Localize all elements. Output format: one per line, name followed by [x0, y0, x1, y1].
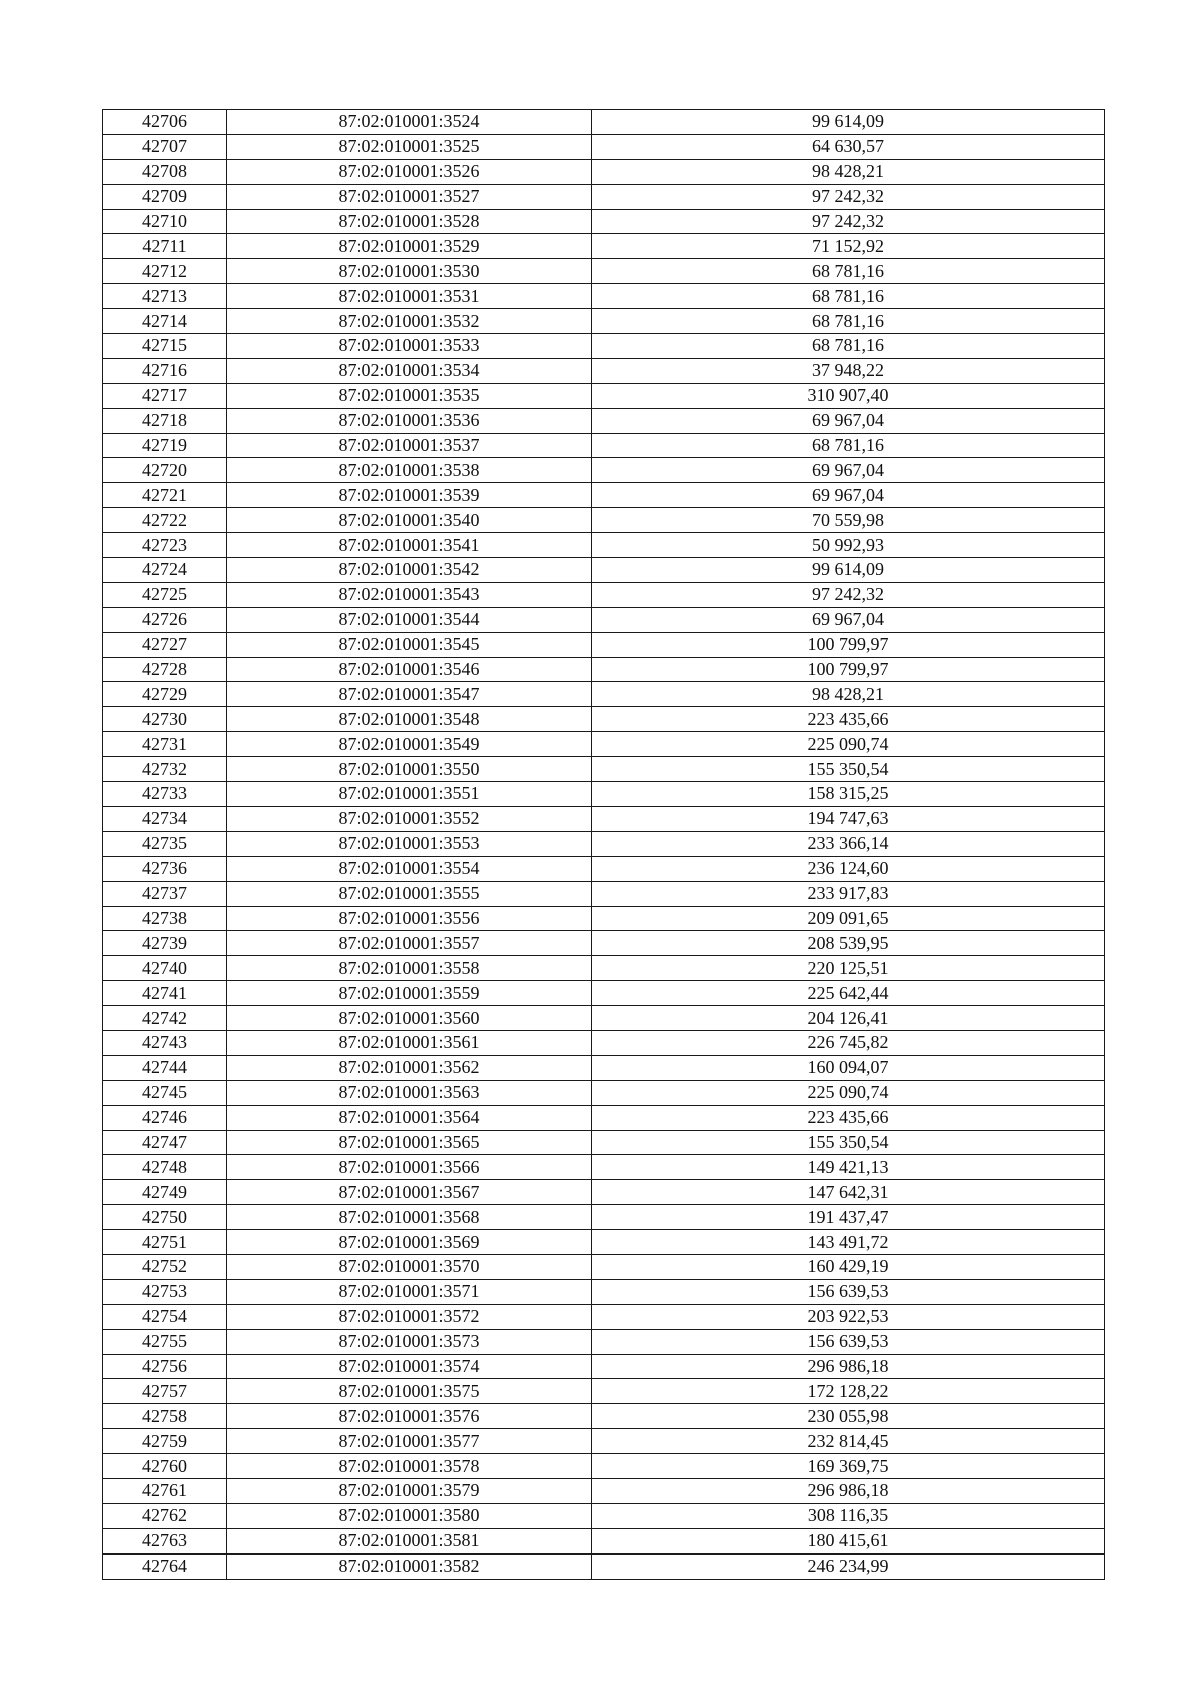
cadastral-value-cell: 296 986,18: [592, 1478, 1105, 1503]
row-number-cell: 42725: [103, 582, 227, 607]
cadastral-value-cell: 69 967,04: [592, 408, 1105, 433]
table-row: [103, 433, 1105, 458]
table-row: [103, 657, 1105, 682]
table-row: [103, 1130, 1105, 1155]
table-row: [103, 1030, 1105, 1055]
row-number-cell: 42728: [103, 657, 227, 682]
table-row: [103, 1379, 1105, 1404]
cadastral-number-cell: 87:02:010001:3543: [227, 582, 592, 607]
row-number-cell: 42736: [103, 856, 227, 881]
table-row: [103, 134, 1105, 159]
row-number-cell: 42726: [103, 607, 227, 632]
cadastral-value-cell: 225 090,74: [592, 1080, 1105, 1105]
row-number-cell: 42707: [103, 134, 227, 159]
cadastral-number-cell: 87:02:010001:3555: [227, 881, 592, 906]
row-number-cell: 42716: [103, 358, 227, 383]
row-number-cell: 42709: [103, 184, 227, 209]
table-row: [103, 408, 1105, 433]
table-row: [103, 508, 1105, 533]
cadastral-value-cell: 220 125,51: [592, 956, 1105, 981]
row-number-cell: 42746: [103, 1105, 227, 1130]
row-number-cell: 42706: [103, 110, 227, 135]
table-row: [103, 383, 1105, 408]
table-row: [103, 732, 1105, 757]
cadastral-number-cell: 87:02:010001:3560: [227, 1006, 592, 1031]
cadastral-value-cell: 50 992,93: [592, 533, 1105, 558]
cadastral-number-cell: 87:02:010001:3552: [227, 806, 592, 831]
row-number-cell: 42713: [103, 284, 227, 309]
row-number-cell: 42756: [103, 1354, 227, 1379]
table-row: [103, 334, 1105, 359]
cadastral-number-cell: 87:02:010001:3534: [227, 358, 592, 383]
row-number-cell: 42737: [103, 881, 227, 906]
cadastral-value-cell: 156 639,53: [592, 1279, 1105, 1304]
row-number-cell: 42717: [103, 383, 227, 408]
row-number-cell: 42753: [103, 1279, 227, 1304]
cadastral-value-cell: 223 435,66: [592, 1105, 1105, 1130]
row-number-cell: 42723: [103, 533, 227, 558]
table-row: [103, 1503, 1105, 1528]
table-row: [103, 956, 1105, 981]
cadastral-number-cell: 87:02:010001:3563: [227, 1080, 592, 1105]
row-number-cell: 42751: [103, 1230, 227, 1255]
cadastral-value-cell: 98 428,21: [592, 682, 1105, 707]
table-row: [103, 1304, 1105, 1329]
cadastral-number-cell: 87:02:010001:3538: [227, 458, 592, 483]
cadastral-value-cell: 208 539,95: [592, 931, 1105, 956]
cadastral-value-cell: 225 642,44: [592, 981, 1105, 1006]
cadastral-value-cell: 233 366,14: [592, 831, 1105, 856]
table-row: [103, 931, 1105, 956]
table-row: [103, 682, 1105, 707]
cadastral-value-cell: 223 435,66: [592, 707, 1105, 732]
row-number-cell: 42720: [103, 458, 227, 483]
cadastral-value-cell: 225 090,74: [592, 732, 1105, 757]
cadastral-number-cell: 87:02:010001:3566: [227, 1155, 592, 1180]
cadastral-number-cell: 87:02:010001:3537: [227, 433, 592, 458]
cadastral-value-cell: 158 315,25: [592, 782, 1105, 807]
cadastral-value-cell: 68 781,16: [592, 309, 1105, 334]
row-number-cell: 42742: [103, 1006, 227, 1031]
table-row: [103, 483, 1105, 508]
cadastral-value-cell: 97 242,32: [592, 209, 1105, 234]
row-number-cell: 42747: [103, 1130, 227, 1155]
table-row: [103, 981, 1105, 1006]
table-row: [103, 1055, 1105, 1080]
cadastral-value-cell: 147 642,31: [592, 1180, 1105, 1205]
table-row: [103, 1429, 1105, 1454]
cadastral-number-cell: 87:02:010001:3542: [227, 558, 592, 583]
table-row: [103, 632, 1105, 657]
cadastral-number-cell: 87:02:010001:3565: [227, 1130, 592, 1155]
cadastral-value-cell: 97 242,32: [592, 582, 1105, 607]
cadastral-number-cell: 87:02:010001:3564: [227, 1105, 592, 1130]
cadastral-value-cell: 226 745,82: [592, 1030, 1105, 1055]
row-number-cell: 42735: [103, 831, 227, 856]
table-row: [103, 1205, 1105, 1230]
row-number-cell: 42750: [103, 1205, 227, 1230]
table-row: [103, 806, 1105, 831]
cadastral-value-cell: 160 094,07: [592, 1055, 1105, 1080]
row-number-cell: 42763: [103, 1528, 227, 1553]
row-number-cell: 42754: [103, 1304, 227, 1329]
row-number-cell: 42715: [103, 334, 227, 359]
cadastral-value-cell: 233 917,83: [592, 881, 1105, 906]
row-number-cell: 42758: [103, 1404, 227, 1429]
table-row: [103, 309, 1105, 334]
table-row: [103, 582, 1105, 607]
row-number-cell: 42761: [103, 1478, 227, 1503]
row-number-cell: 42729: [103, 682, 227, 707]
table-row: [103, 1080, 1105, 1105]
row-number-cell: 42708: [103, 159, 227, 184]
table-body: [103, 110, 1105, 1580]
cadastral-number-cell: 87:02:010001:3535: [227, 383, 592, 408]
cadastral-number-cell: 87:02:010001:3582: [227, 1554, 592, 1579]
table-row: [103, 1254, 1105, 1279]
row-number-cell: 42731: [103, 732, 227, 757]
table-row: [103, 110, 1105, 135]
cadastral-value-cell: 68 781,16: [592, 259, 1105, 284]
row-number-cell: 42710: [103, 209, 227, 234]
row-number-cell: 42732: [103, 757, 227, 782]
table-row: [103, 757, 1105, 782]
cadastral-number-cell: 87:02:010001:3536: [227, 408, 592, 433]
cadastral-value-cell: 203 922,53: [592, 1304, 1105, 1329]
table-row: [103, 209, 1105, 234]
cadastral-value-cell: 37 948,22: [592, 358, 1105, 383]
table-row: [103, 782, 1105, 807]
row-number-cell: 42752: [103, 1254, 227, 1279]
cadastral-value-cell: 68 781,16: [592, 284, 1105, 309]
cadastral-value-cell: 204 126,41: [592, 1006, 1105, 1031]
cadastral-number-cell: 87:02:010001:3570: [227, 1254, 592, 1279]
cadastral-number-cell: 87:02:010001:3547: [227, 682, 592, 707]
cadastral-number-cell: 87:02:010001:3580: [227, 1503, 592, 1528]
cadastral-number-cell: 87:02:010001:3581: [227, 1528, 592, 1553]
cadastral-number-cell: 87:02:010001:3562: [227, 1055, 592, 1080]
cadastral-value-cell: 236 124,60: [592, 856, 1105, 881]
cadastral-value-cell: 246 234,99: [592, 1554, 1105, 1579]
cadastral-value-cell: 149 421,13: [592, 1155, 1105, 1180]
table-row: [103, 1478, 1105, 1503]
cadastral-number-cell: 87:02:010001:3559: [227, 981, 592, 1006]
cadastral-value-cell: 97 242,32: [592, 184, 1105, 209]
cadastral-value-cell: 232 814,45: [592, 1429, 1105, 1454]
cadastral-number-cell: 87:02:010001:3577: [227, 1429, 592, 1454]
cadastral-number-cell: 87:02:010001:3525: [227, 134, 592, 159]
table-row: [103, 707, 1105, 732]
cadastral-value-cell: 68 781,16: [592, 433, 1105, 458]
table-row: [103, 1105, 1105, 1130]
cadastral-number-cell: 87:02:010001:3556: [227, 906, 592, 931]
table-row: [103, 831, 1105, 856]
cadastral-value-cell: 100 799,97: [592, 632, 1105, 657]
cadastral-number-cell: 87:02:010001:3532: [227, 309, 592, 334]
cadastral-value-cell: 69 967,04: [592, 483, 1105, 508]
cadastral-value-cell: 160 429,19: [592, 1254, 1105, 1279]
table-row: [103, 856, 1105, 881]
cadastral-number-cell: 87:02:010001:3529: [227, 234, 592, 259]
table-row: [103, 1006, 1105, 1031]
cadastral-value-cell: 180 415,61: [592, 1528, 1105, 1553]
row-number-cell: 42724: [103, 558, 227, 583]
cadastral-value-cell: 155 350,54: [592, 1130, 1105, 1155]
table-row: [103, 1528, 1105, 1553]
row-number-cell: 42764: [103, 1554, 227, 1579]
row-number-cell: 42755: [103, 1329, 227, 1354]
row-number-cell: 42760: [103, 1454, 227, 1479]
cadastral-number-cell: 87:02:010001:3540: [227, 508, 592, 533]
cadastral-number-cell: 87:02:010001:3578: [227, 1454, 592, 1479]
cadastral-number-cell: 87:02:010001:3553: [227, 831, 592, 856]
row-number-cell: 42711: [103, 234, 227, 259]
cadastral-number-cell: 87:02:010001:3569: [227, 1230, 592, 1255]
cadastral-number-cell: 87:02:010001:3554: [227, 856, 592, 881]
row-number-cell: 42748: [103, 1155, 227, 1180]
row-number-cell: 42744: [103, 1055, 227, 1080]
row-number-cell: 42714: [103, 309, 227, 334]
row-number-cell: 42740: [103, 956, 227, 981]
table-row: [103, 881, 1105, 906]
cadastral-number-cell: 87:02:010001:3558: [227, 956, 592, 981]
cadastral-number-cell: 87:02:010001:3551: [227, 782, 592, 807]
cadastral-value-cell: 296 986,18: [592, 1354, 1105, 1379]
cadastral-value-cell: 209 091,65: [592, 906, 1105, 931]
table-row: [103, 259, 1105, 284]
row-number-cell: 42721: [103, 483, 227, 508]
table-row: [103, 1230, 1105, 1255]
cadastral-number-cell: 87:02:010001:3573: [227, 1329, 592, 1354]
cadastral-number-cell: 87:02:010001:3574: [227, 1354, 592, 1379]
cadastral-value-cell: 194 747,63: [592, 806, 1105, 831]
table-row: [103, 1354, 1105, 1379]
cadastral-number-cell: 87:02:010001:3527: [227, 184, 592, 209]
row-number-cell: 42757: [103, 1379, 227, 1404]
cadastral-number-cell: 87:02:010001:3524: [227, 110, 592, 135]
row-number-cell: 42712: [103, 259, 227, 284]
cadastral-number-cell: 87:02:010001:3533: [227, 334, 592, 359]
cadastral-value-cell: 99 614,09: [592, 558, 1105, 583]
table-row: [103, 1155, 1105, 1180]
table-row: [103, 906, 1105, 931]
cadastral-number-cell: 87:02:010001:3539: [227, 483, 592, 508]
cadastral-value-cell: 310 907,40: [592, 383, 1105, 408]
cadastral-value-cell: 98 428,21: [592, 159, 1105, 184]
table-row: [103, 558, 1105, 583]
cadastral-number-cell: 87:02:010001:3545: [227, 632, 592, 657]
table-row: [103, 1279, 1105, 1304]
row-number-cell: 42743: [103, 1030, 227, 1055]
cadastral-number-cell: 87:02:010001:3557: [227, 931, 592, 956]
cadastral-value-cell: 172 128,22: [592, 1379, 1105, 1404]
cadastral-value-cell: 71 152,92: [592, 234, 1105, 259]
cadastral-value-cell: 308 116,35: [592, 1503, 1105, 1528]
table-row: [103, 1180, 1105, 1205]
row-number-cell: 42722: [103, 508, 227, 533]
cadastral-number-cell: 87:02:010001:3544: [227, 607, 592, 632]
cadastral-number-cell: 87:02:010001:3579: [227, 1478, 592, 1503]
table-row: [103, 284, 1105, 309]
cadastral-number-cell: 87:02:010001:3528: [227, 209, 592, 234]
row-number-cell: 42738: [103, 906, 227, 931]
cadastral-number-cell: 87:02:010001:3567: [227, 1180, 592, 1205]
table-row: [103, 1554, 1105, 1579]
cadastral-number-cell: 87:02:010001:3575: [227, 1379, 592, 1404]
row-number-cell: 42762: [103, 1503, 227, 1528]
cadastral-value-cell: 100 799,97: [592, 657, 1105, 682]
row-number-cell: 42739: [103, 931, 227, 956]
row-number-cell: 42741: [103, 981, 227, 1006]
row-number-cell: 42727: [103, 632, 227, 657]
row-number-cell: 42719: [103, 433, 227, 458]
row-number-cell: 42745: [103, 1080, 227, 1105]
table-row: [103, 1404, 1105, 1429]
cadastral-number-cell: 87:02:010001:3546: [227, 657, 592, 682]
cadastral-number-cell: 87:02:010001:3531: [227, 284, 592, 309]
cadastral-value-cell: 156 639,53: [592, 1329, 1105, 1354]
cadastral-value-cell: 64 630,57: [592, 134, 1105, 159]
cadastral-number-cell: 87:02:010001:3568: [227, 1205, 592, 1230]
table-row: [103, 184, 1105, 209]
cadastral-number-cell: 87:02:010001:3572: [227, 1304, 592, 1329]
cadastral-value-cell: 99 614,09: [592, 110, 1105, 135]
cadastral-value-cell: 169 369,75: [592, 1454, 1105, 1479]
table-row: [103, 159, 1105, 184]
table-row: [103, 533, 1105, 558]
cadastral-number-cell: 87:02:010001:3561: [227, 1030, 592, 1055]
cadastral-number-cell: 87:02:010001:3541: [227, 533, 592, 558]
row-number-cell: 42730: [103, 707, 227, 732]
cadastral-number-cell: 87:02:010001:3526: [227, 159, 592, 184]
cadastral-value-cell: 70 559,98: [592, 508, 1105, 533]
cadastral-value-cell: 191 437,47: [592, 1205, 1105, 1230]
row-number-cell: 42734: [103, 806, 227, 831]
row-number-cell: 42749: [103, 1180, 227, 1205]
cadastral-value-cell: 69 967,04: [592, 458, 1105, 483]
table-row: [103, 1454, 1105, 1479]
cadastral-number-cell: 87:02:010001:3549: [227, 732, 592, 757]
row-number-cell: 42759: [103, 1429, 227, 1454]
table-row: [103, 1329, 1105, 1354]
cadastral-number-cell: 87:02:010001:3550: [227, 757, 592, 782]
cadastral-number-cell: 87:02:010001:3548: [227, 707, 592, 732]
cadastral-value-table: [102, 109, 1105, 1580]
cadastral-value-cell: 68 781,16: [592, 334, 1105, 359]
table-row: [103, 607, 1105, 632]
table-row: [103, 458, 1105, 483]
cadastral-value-cell: 69 967,04: [592, 607, 1105, 632]
cadastral-number-cell: 87:02:010001:3530: [227, 259, 592, 284]
cadastral-number-cell: 87:02:010001:3576: [227, 1404, 592, 1429]
table-row: [103, 234, 1105, 259]
row-number-cell: 42733: [103, 782, 227, 807]
row-number-cell: 42718: [103, 408, 227, 433]
cadastral-value-cell: 230 055,98: [592, 1404, 1105, 1429]
cadastral-value-cell: 155 350,54: [592, 757, 1105, 782]
cadastral-number-cell: 87:02:010001:3571: [227, 1279, 592, 1304]
cadastral-value-cell: 143 491,72: [592, 1230, 1105, 1255]
table-row: [103, 358, 1105, 383]
